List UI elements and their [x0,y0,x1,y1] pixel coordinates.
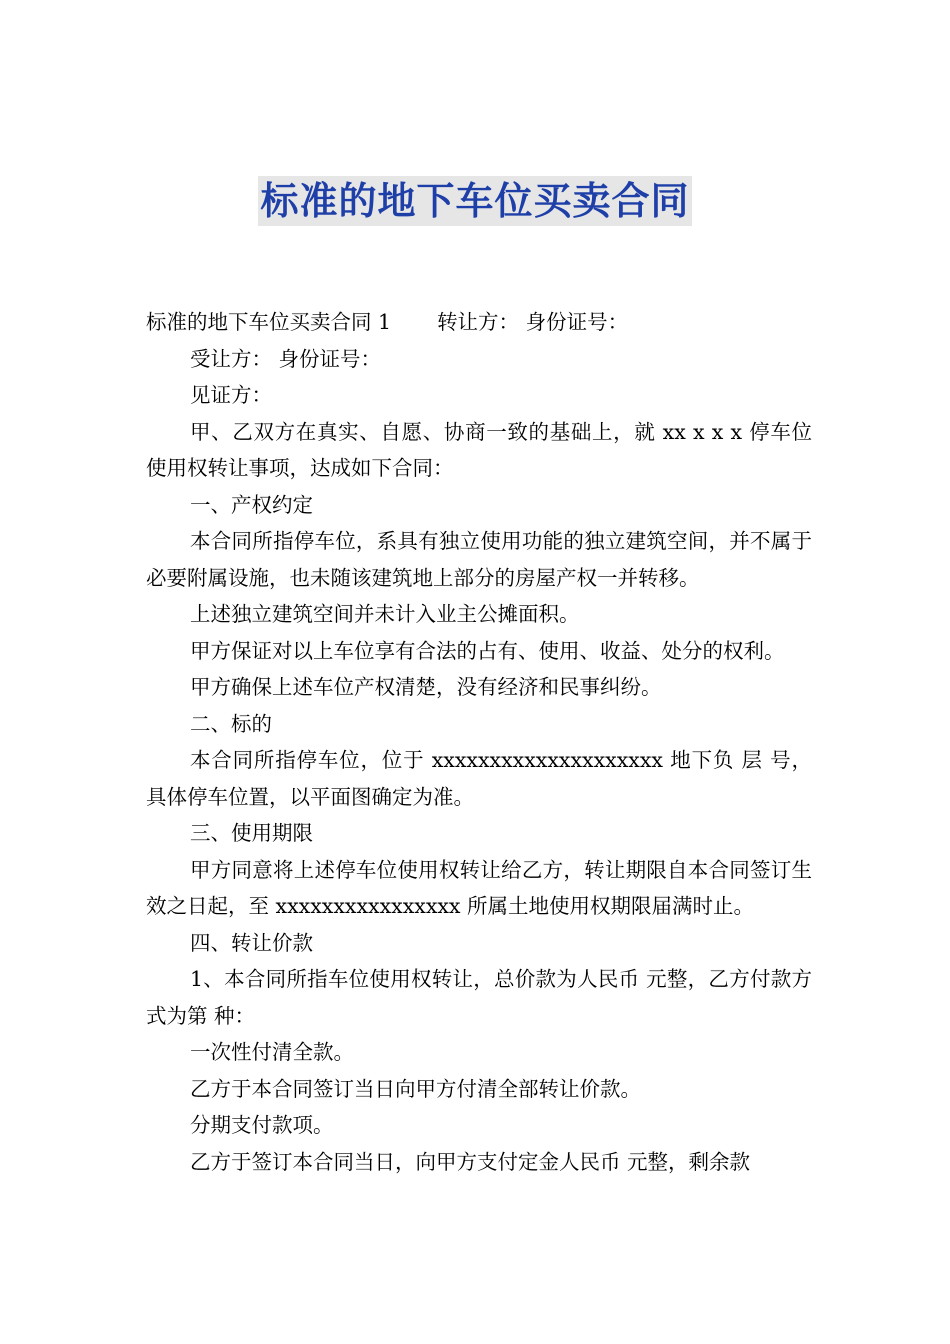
paragraph: 甲、乙双方在真实、自愿、协商一致的基础上，就 xx x x x 停车位使用权转让事项，达成如下合同： [146,419,812,480]
header-right: 转让方： 身份证号： [437,310,629,334]
paragraph: 分期支付款项。 [190,1113,334,1137]
paragraph: 一次性付清全款。 [190,1040,354,1064]
header-line [146,304,812,341]
paragraph: 见证方： [190,383,272,407]
document-body [146,304,812,1180]
paragraph: 甲方保证对以上车位享有合法的占有、使用、收益、处分的权利。 [190,638,785,663]
title-container [0,176,950,226]
document-title: 标准的地下车位买卖合同 [258,176,691,226]
section-heading: 二、标的 [190,711,272,736]
paragraph: 乙方于本合同签订当日向甲方付清全部转让价款。 [190,1076,641,1101]
paragraph: 甲方同意将上述停车位使用权转让给乙方，转让期限自本合同签订生效之日起，至 xxxxxxxxxxxxxxxx 所属土地使用权期限届满时止。 [146,857,812,918]
paragraph: 甲方确保上述车位产权清楚，没有经济和民事纠纷。 [190,675,662,699]
paragraph: 受让方： 身份证号： [190,346,382,371]
section-heading: 四、转让价款 [190,930,313,955]
header-left: 标准的地下车位买卖合同 1 [146,310,392,334]
paragraph: 上述独立建筑空间并未计入业主公摊面积。 [190,602,580,626]
paragraph: 本合同所指停车位，位于 xxxxxxxxxxxxxxxxxxxx 地下负 层 号，具体停车位置，以平面图确定为准。 [146,748,812,809]
paragraph: 乙方于签订本合同当日，向甲方支付定金人民币 元整，剩余款 [190,1149,751,1174]
paragraph: 本合同所指停车位，系具有独立使用功能的独立建筑空间，并不属于必要附属设施，也未随该建筑地上部分的房屋产权一并转移。 [146,529,812,590]
paragraph: 1、本合同所指车位使用权转让，总价款为人民币 元整，乙方付款方式为第 种： [146,967,812,1028]
section-heading: 一、产权约定 [190,492,313,517]
section-heading: 三、使用期限 [190,821,313,845]
